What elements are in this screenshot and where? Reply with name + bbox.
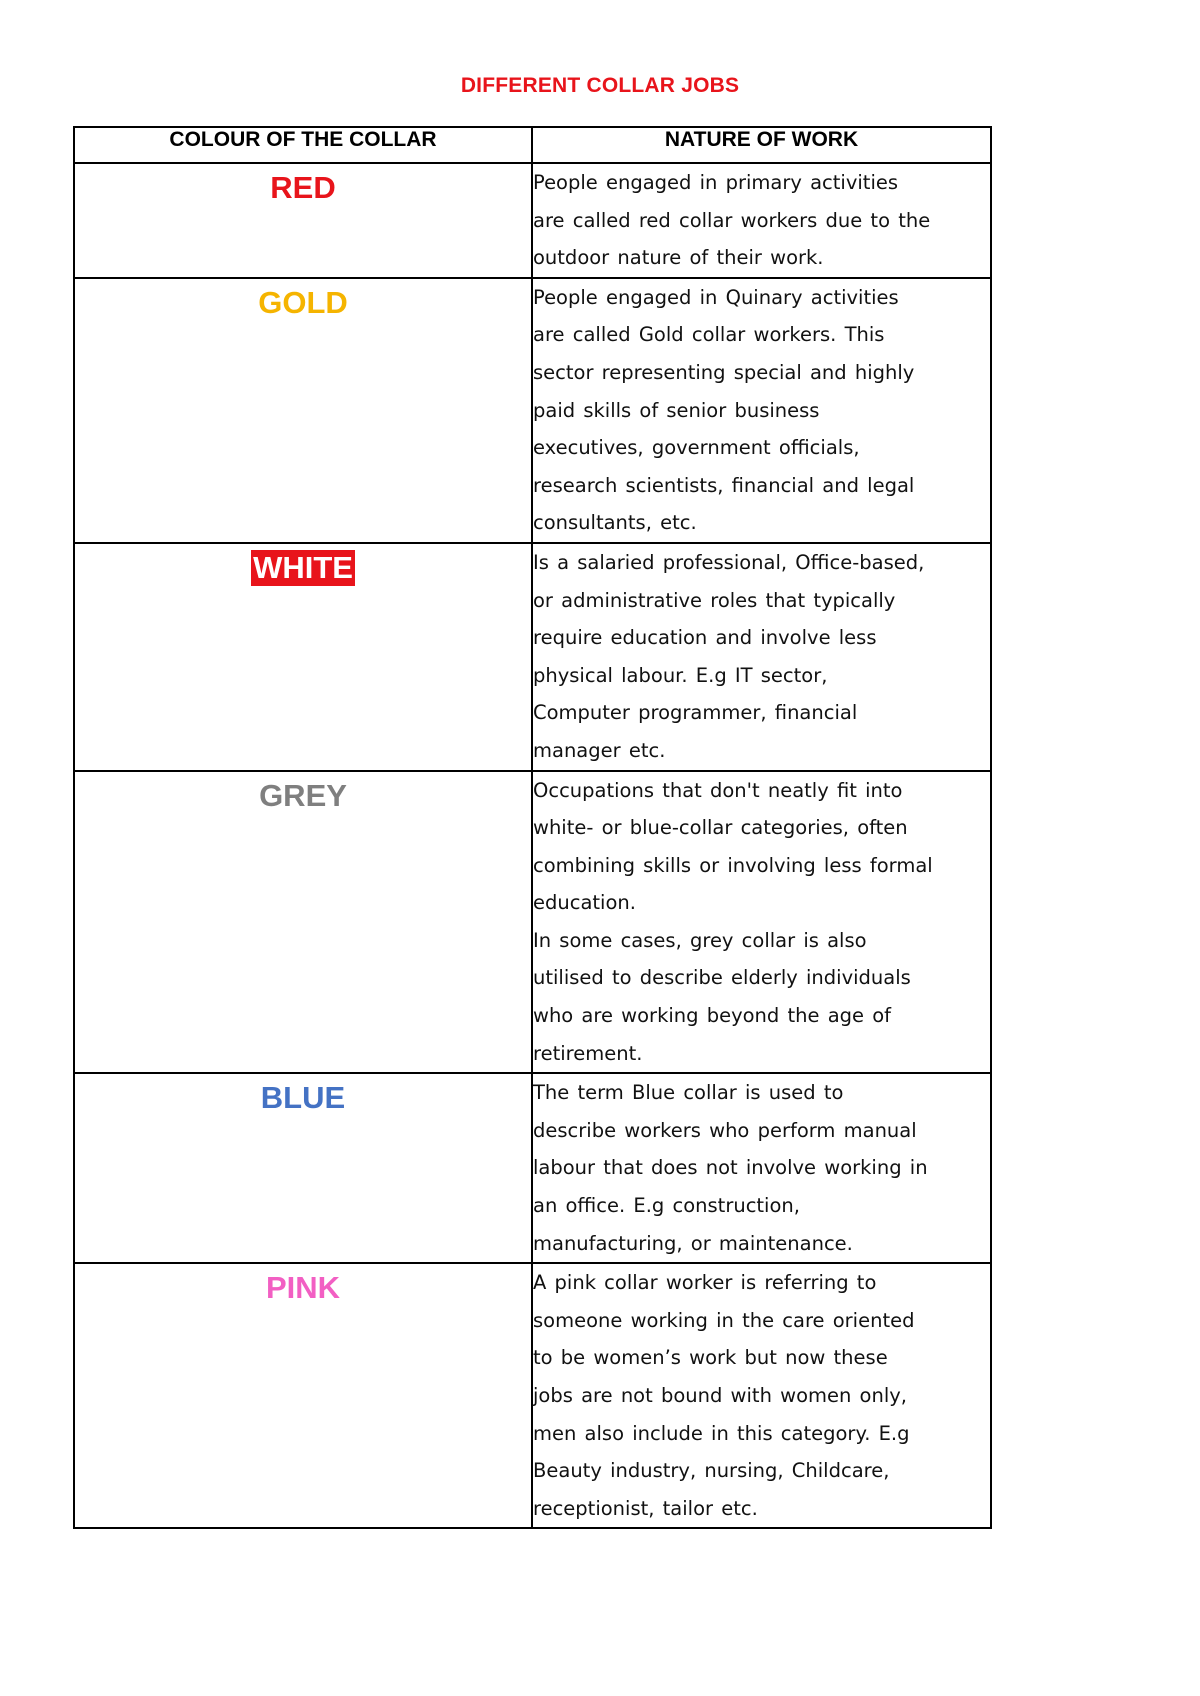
nature-cell xyxy=(532,771,991,1074)
nature-description: People engaged in Quinary activities are called Gold collar workers. This sector representing special and highly paid skills of senior business executives, government officials, research scientists, financial and legal consultants, etc. xyxy=(533,285,915,535)
colour-cell xyxy=(74,771,532,1074)
nature-cell xyxy=(532,543,991,771)
nature-cell xyxy=(532,1073,991,1263)
header-nature-of-work: NATURE OF WORK xyxy=(532,127,991,163)
collar-colour-label: GREY xyxy=(259,777,347,813)
nature-description: Is a salaried professional, Office-based, or administrative roles that typically require education and involve less physical labour. E.g IT sector, Computer programmer, financial manager etc. xyxy=(533,550,925,762)
header-row xyxy=(74,127,991,163)
table-row-pink xyxy=(74,1263,991,1528)
collar-jobs-table xyxy=(73,126,992,1529)
nature-description: A pink collar worker is referring to someone working in the care oriented to be women’s work but now these jobs are not bound with women only, men also include in this category. E.g Beauty industry, nursing, Childcare, receptionist, tailor etc. xyxy=(533,1271,915,1520)
nature-cell xyxy=(532,1263,991,1528)
colour-cell xyxy=(74,163,532,278)
nature-cell xyxy=(532,163,991,278)
colour-cell xyxy=(74,1073,532,1263)
table-row-gold xyxy=(74,278,991,543)
colour-cell xyxy=(74,543,532,771)
nature-description: People engaged in primary activities are called red collar workers due to the outdoor nature of their work. xyxy=(533,171,931,270)
colour-cell xyxy=(74,278,532,543)
header-colour-of-collar: COLOUR OF THE COLLAR xyxy=(74,127,532,163)
nature-description: Occupations that don't neatly fit into white- or blue-collar categories, often combining skills or involving less formal education. In some cases, grey collar is also utilised to describe elderly individuals who are working beyond the age of retirement. xyxy=(533,778,933,1065)
table-row-red xyxy=(74,163,991,278)
colour-cell xyxy=(74,1263,532,1528)
table-header xyxy=(74,127,991,163)
document-title: DIFFERENT COLLAR JOBS xyxy=(460,74,740,97)
collar-colour-label: PINK xyxy=(265,1270,341,1306)
collar-colour-label: BLUE xyxy=(260,1080,346,1116)
collar-colour-label: WHITE xyxy=(253,549,353,585)
nature-description: The term Blue collar is used to describe workers who perform manual labour that does not involve working in an office. E.g construction, manufacturing, or maintenance. xyxy=(533,1081,928,1255)
collar-colour-label: GOLD xyxy=(258,284,348,320)
table-row-grey xyxy=(74,771,991,1074)
collar-colour-label: RED xyxy=(270,170,336,205)
nature-cell xyxy=(532,278,991,543)
table-row-white xyxy=(74,543,991,771)
table-row-blue xyxy=(74,1073,991,1263)
table-body xyxy=(74,163,991,1528)
